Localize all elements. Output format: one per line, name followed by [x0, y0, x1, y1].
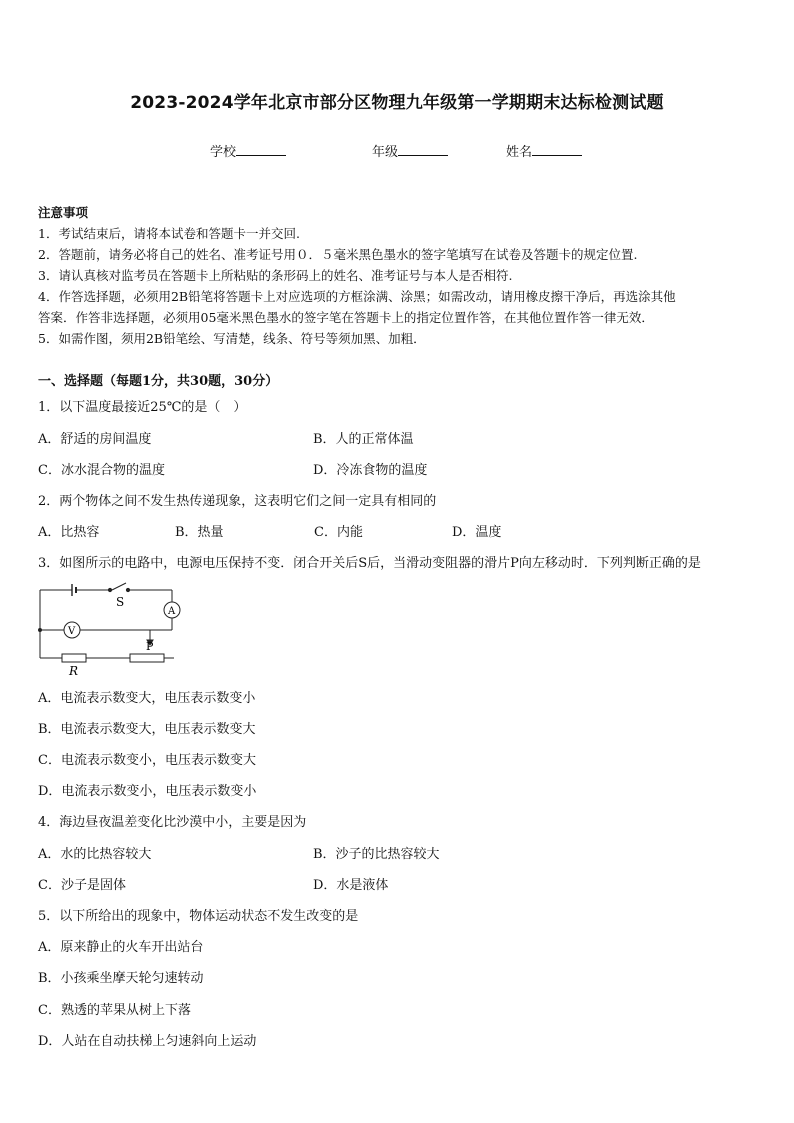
school-blank[interactable] — [236, 143, 286, 156]
option-d[interactable]: D．人站在自动扶梯上匀速斜向上运动 — [38, 1034, 257, 1049]
name-field — [506, 141, 582, 160]
rheostat — [130, 654, 164, 662]
resistor-label: R — [69, 664, 79, 678]
option-c[interactable]: C．熟透的苹果从树上下落 — [38, 1003, 191, 1018]
grade-label: 年级 — [372, 145, 399, 160]
exam-title: 2023-2024学年北京市部分区物理九年级第一学期期末达标检测试题 — [130, 93, 664, 113]
notes-heading: 注意事项 — [38, 205, 89, 220]
option-d[interactable]: D．水是液体 — [313, 878, 389, 893]
option-a[interactable]: A．比热容 — [38, 525, 100, 540]
option-c[interactable]: C．冰水混合物的温度 — [38, 463, 165, 478]
option-b[interactable]: B．人的正常体温 — [313, 432, 414, 447]
note-item: 2．答题前，请务必将自己的姓名、准考证号用０．５毫米黑色墨水的签字笔填写在试卷及答题卡的规定位置. — [38, 247, 638, 262]
switch-label: S — [116, 595, 125, 609]
question-stem: 3．如图所示的电路中，电源电压保持不变．闭合开关后S后，当滑动变阻器的滑片P向左移动时．下列判断正确的是 — [38, 556, 701, 571]
section-heading: 一、选择题（每题1分，共30题，30分） — [38, 374, 279, 389]
option-a[interactable]: A．水的比热容较大 — [38, 847, 152, 862]
circuit-diagram — [34, 578, 186, 678]
name-blank[interactable] — [532, 143, 582, 156]
option-c[interactable]: C．电流表示数变小，电压表示数变大 — [38, 753, 256, 768]
note-item: 1．考试结束后，请将本试卷和答题卡一并交回. — [38, 226, 300, 241]
option-d[interactable]: D．电流表示数变小，电压表示数变小 — [38, 784, 257, 799]
option-c[interactable]: C．沙子是固体 — [38, 878, 126, 893]
option-b[interactable]: B．沙子的比热容较大 — [313, 847, 440, 862]
option-c[interactable]: C．内能 — [314, 525, 363, 540]
option-b[interactable]: B．小孩乘坐摩天轮匀速转动 — [38, 971, 204, 986]
grade-field — [372, 141, 448, 160]
slider-label: P — [146, 640, 154, 653]
grade-blank[interactable] — [398, 143, 448, 156]
school-field — [210, 141, 286, 160]
resistor-r — [62, 654, 86, 662]
question-stem: 2．两个物体之间不发生热传递现象，这表明它们之间一定具有相同的 — [38, 494, 437, 509]
option-a[interactable]: A．舒适的房间温度 — [38, 432, 152, 447]
option-a[interactable]: A．原来静止的火车开出站台 — [38, 940, 204, 955]
option-b[interactable]: B．电流表示数变大，电压表示数变大 — [38, 722, 256, 737]
option-d[interactable]: D．冷冻食物的温度 — [313, 463, 428, 478]
note-item: 3．请认真核对监考员在答题卡上所粘贴的条形码上的姓名、准考证号与本人是否相符. — [38, 268, 513, 283]
option-b[interactable]: B．热量 — [175, 525, 224, 540]
ammeter-label: A — [168, 606, 176, 617]
name-label: 姓名 — [506, 145, 533, 160]
question-stem: 5．以下所给出的现象中，物体运动状态不发生改变的是 — [38, 909, 359, 924]
voltmeter-label: V — [68, 626, 76, 637]
note-item: 5．如需作图，须用2B铅笔绘、写清楚，线条、符号等须加黑、加粗． — [38, 331, 426, 346]
option-d[interactable]: D．温度 — [452, 525, 502, 540]
note-item: 4．作答选择题，必须用2B铅笔将答题卡上对应选项的方框涂满、涂黑；如需改动，请用橡皮擦干净后，再选涂其他 — [38, 289, 676, 304]
option-a[interactable]: A．电流表示数变大，电压表示数变小 — [38, 691, 256, 706]
question-stem: 4．海边昼夜温差变化比沙漠中小，主要是因为 — [38, 815, 307, 830]
school-label: 学校 — [210, 145, 237, 160]
note-item: 答案．作答非选择题，必须用05毫米黑色墨水的签字笔在答题卡上的指定位置作答，在其他位置作答一律无效． — [38, 310, 654, 325]
question-stem: 1．以下温度最接近25℃的是（ ） — [38, 400, 247, 415]
